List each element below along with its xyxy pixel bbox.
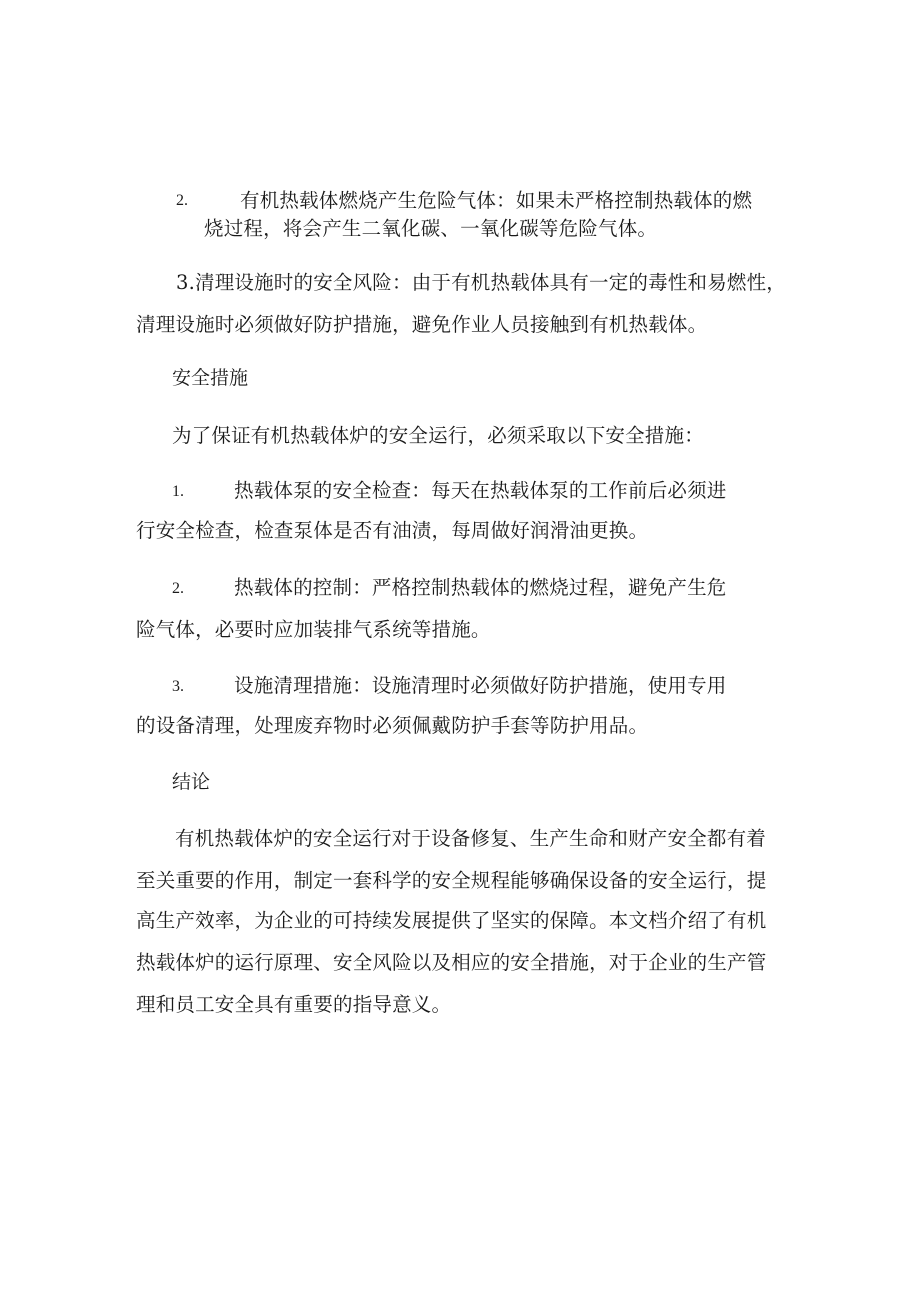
list-number: 3. <box>172 678 184 695</box>
list-number: 2. <box>172 580 184 597</box>
list-number: 2. <box>176 192 188 209</box>
paragraph-line: 至关重要的作用，制定一套科学的安全规程能够确保设备的安全运行，提 <box>136 869 767 892</box>
paragraph-line: 理和员工安全具有重要的指导意义。 <box>136 993 452 1016</box>
paragraph-line: 险气体，必要时应加装排气系统等措施。 <box>136 618 491 641</box>
paragraph-line: 有机热载体燃烧产生危险气体：如果未严格控制热载体的燃 <box>240 189 753 212</box>
paragraph-line: 有机热载体炉的安全运行对于设备修复、生产生命和财产安全都有着 <box>175 827 767 850</box>
paragraph-line: 设施清理措施：设施清理时必须做好防护措施，使用专用 <box>234 674 727 697</box>
paragraph-line: 行安全检查，检查泵体是否有油渍，每周做好润滑油更换。 <box>136 519 649 542</box>
paragraph-line: 烧过程，将会产生二氧化碳、一氧化碳等危险气体。 <box>204 217 658 240</box>
paragraph-line: 为了保证有机热载体炉的安全运行，必须采取以下安全措施： <box>172 424 704 447</box>
paragraph-line: 热载体炉的运行原理、安全风险以及相应的安全措施，对于企业的生产管 <box>136 951 767 974</box>
section-heading: 安全措施 <box>172 367 249 389</box>
paragraph-line: 的设备清理，处理废弃物时必须佩戴防护手套等防护用品。 <box>136 714 649 737</box>
list-number: 1. <box>172 483 184 500</box>
paragraph-line: 3.清理设施时的安全风险：由于有机热载体具有一定的毒性和易燃性， <box>176 271 787 294</box>
paragraph-line: 热载体泵的安全检查：每天在热载体泵的工作前后必须进 <box>234 479 727 502</box>
paragraph-line: 高生产效率，为企业的可持续发展提供了坚实的保障。本文档介绍了有机 <box>136 909 767 932</box>
section-heading: 结论 <box>172 771 211 793</box>
paragraph-line: 清理设施时必须做好防护措施，避免作业人员接触到有机热载体。 <box>136 313 708 336</box>
paragraph-line: 热载体的控制：严格控制热载体的燃烧过程，避免产生危 <box>234 576 727 599</box>
